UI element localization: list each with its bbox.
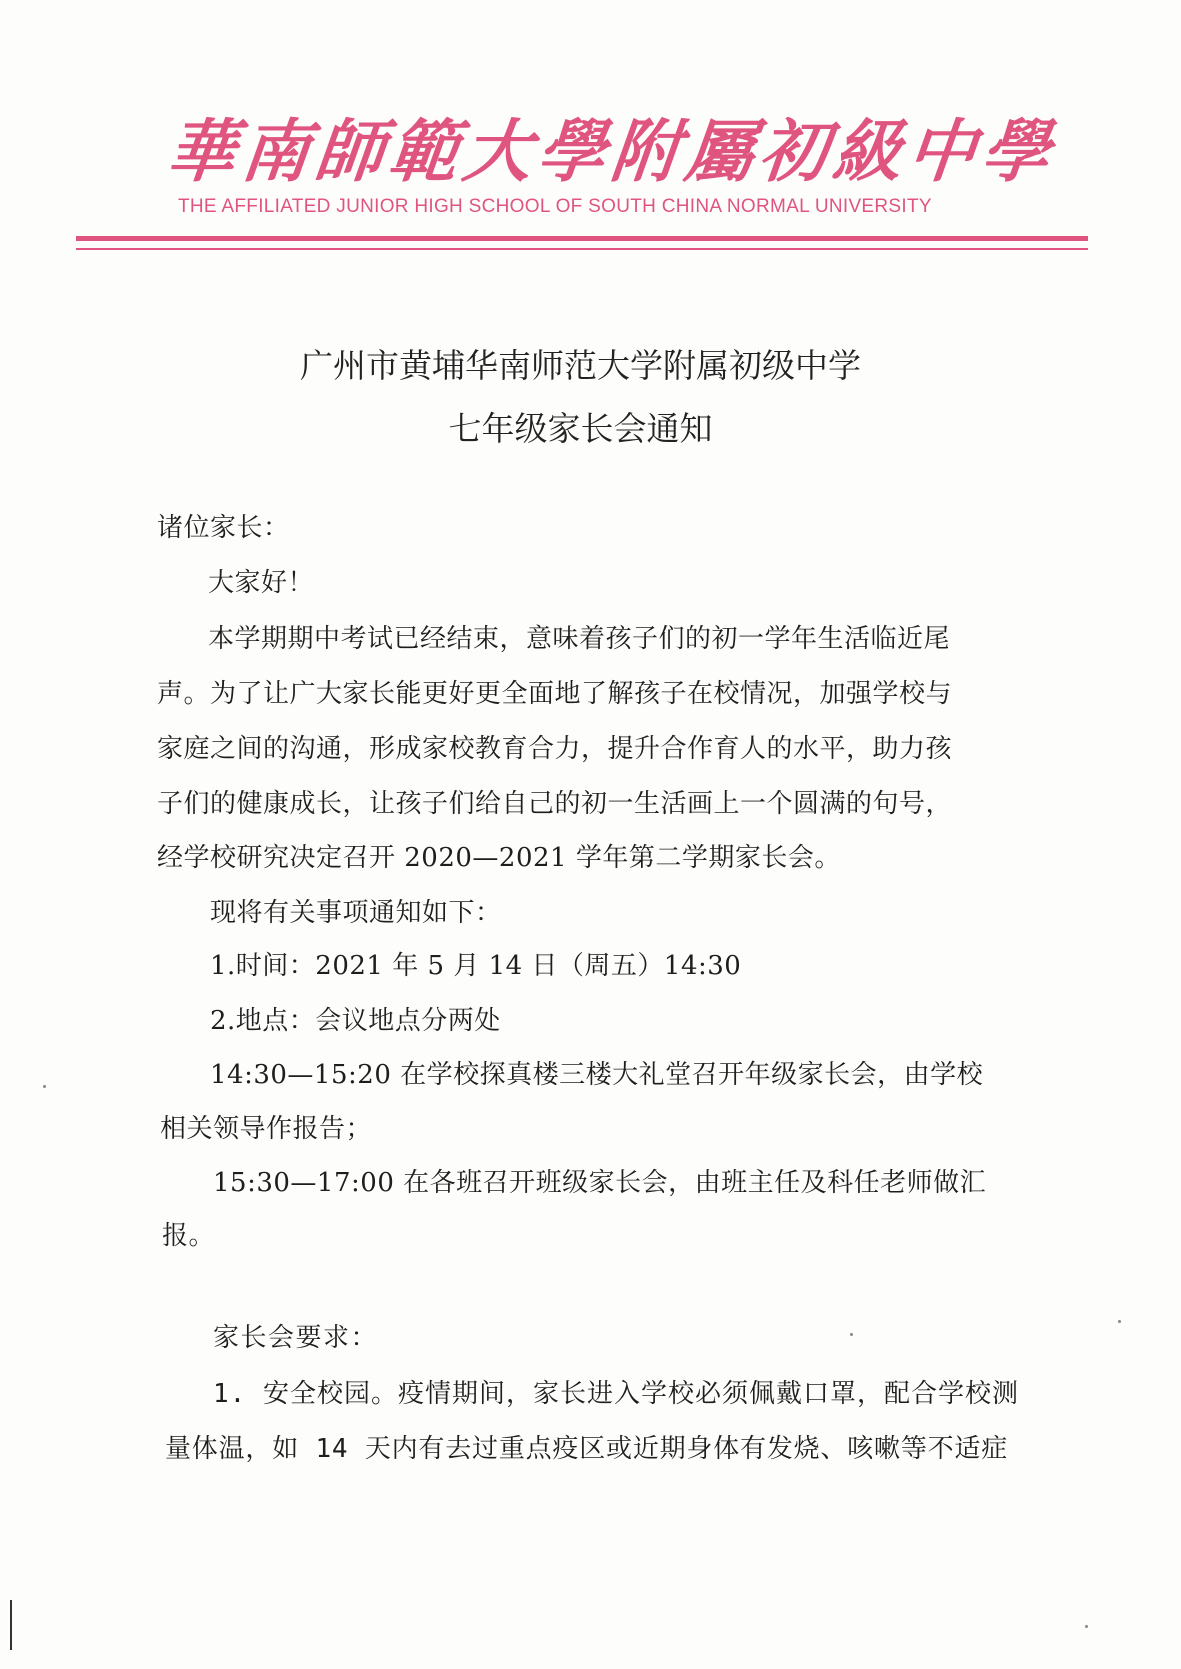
scan-speck [1085,1625,1088,1628]
session1-line1: 14:30—15:20 在学校探真楼三楼大礼堂召开年级家长会，由学校 [210,1060,984,1090]
letterhead-rule-thick [76,236,1088,241]
requirement1-line1: 1. 安全校园。疫情期间，家长进入学校必须佩戴口罩，配合学校测 [213,1379,1019,1409]
session2-line2: 报。 [162,1221,216,1251]
body-line: 声。为了让广大家长能更好更全面地了解孩子在校情况，加强学校与 [157,679,953,709]
letterhead-school-name-en: THE AFFILIATED JUNIOR HIGH SCHOOL OF SOUTH CHINA NORMAL UNIVERSITY [178,196,932,217]
session2-line1: 15:30—17:00 在各班召开班级家长会，由班主任及科任老师做汇 [213,1168,987,1198]
requirements-heading: 家长会要求： [213,1323,379,1353]
body-line: 子们的健康成长，让孩子们给自己的初一生活画上一个圆满的句号， [157,789,953,819]
scan-edge-mark [10,1600,12,1650]
scan-speck [1118,1320,1121,1323]
salutation: 诸位家长： [157,513,290,543]
scan-speck [850,1333,853,1336]
body-line: 家庭之间的沟通，形成家校教育合力，提升合作育人的水平，助力孩 [157,734,953,764]
items-intro: 现将有关事项通知如下： [210,898,502,928]
body-line: 本学期期中考试已经结束，意味着孩子们的初一学年生活临近尾 [208,624,951,654]
letterhead-rule-thin [76,248,1088,250]
requirement1-line2: 量体温，如 14 天内有去过重点疫区或近期身体有发烧、咳嗽等不适症 [165,1434,1009,1464]
letterhead-school-name-cn: 華南師範大學附屬初級中學 [163,112,1060,192]
item-time: 1.时间：2021 年 5 月 14 日（周五）14:30 [210,951,742,981]
scan-speck [43,1085,46,1088]
notice-title-line2: 七年级家长会通知 [448,409,713,448]
notice-title-line1: 广州市黄埔华南师范大学附属初级中学 [300,346,861,385]
greeting: 大家好！ [208,568,315,598]
body-line: 经学校研究决定召开 2020—2021 学年第二学期家长会。 [157,843,841,873]
item-place: 2.地点：会议地点分两处 [210,1006,501,1036]
session1-line2: 相关领导作报告； [160,1114,373,1144]
